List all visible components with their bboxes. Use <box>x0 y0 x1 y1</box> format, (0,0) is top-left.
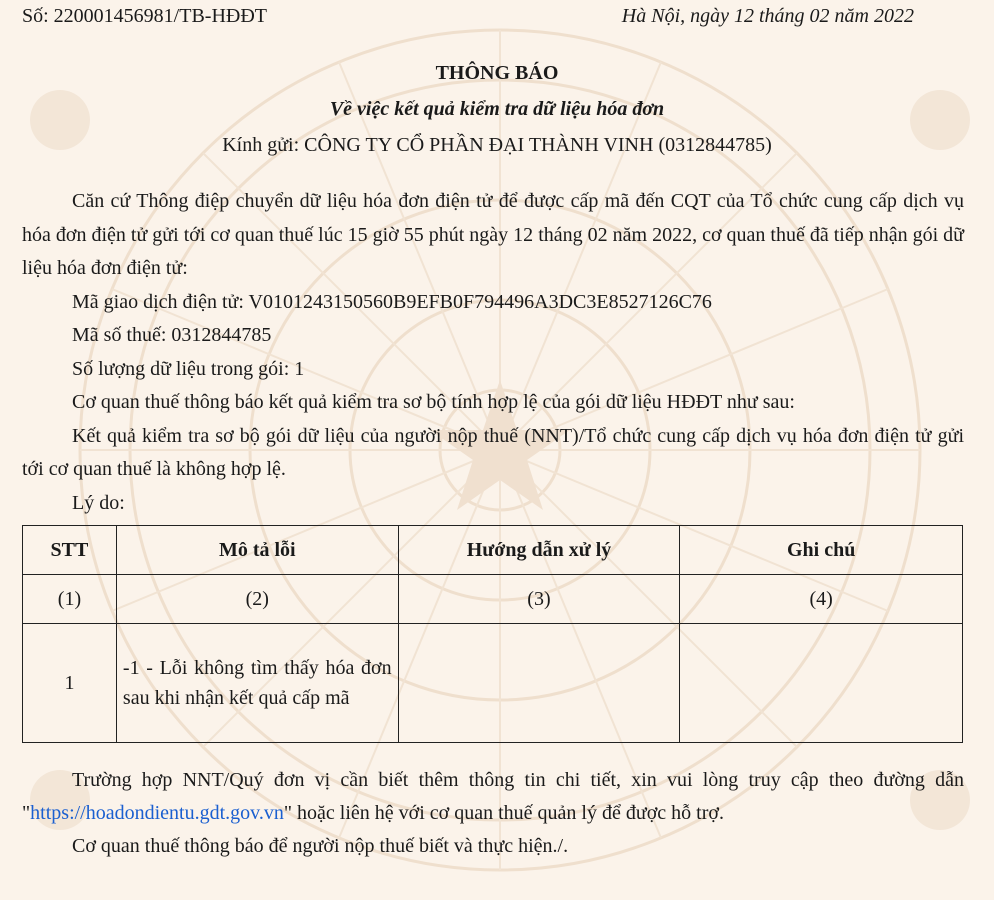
table-row <box>23 624 963 743</box>
contact-text-post: " hoặc liên hệ với cơ quan thuế quản lý để được hỗ trợ. <box>283 802 724 824</box>
table-header-row <box>23 526 963 575</box>
row-description: -1 - Lỗi không tìm thấy hóa đơn sau khi nhận kết quả cấp mã <box>116 624 398 743</box>
row-stt: 1 <box>23 624 117 743</box>
contact-text-pre: Trường hợp NNT/Quý đơn vị cần biết thêm thông tin chi tiết, xin vui lòng truy cập theo đường dẫn " <box>22 769 964 824</box>
data-count: Số lượng dữ liệu trong gói: 1 <box>72 357 305 380</box>
reason-label: Lý do: <box>72 491 125 514</box>
contact-paragraph <box>22 764 964 830</box>
column-number-row <box>23 575 963 624</box>
tax-code: Mã số thuế: 0312844785 <box>72 324 272 346</box>
header-note: Ghi chú <box>680 526 963 575</box>
header-stt: STT <box>23 526 117 575</box>
document-number: Số: 220001456981/TB-HĐĐT <box>22 5 267 27</box>
row-note <box>680 624 963 743</box>
notice-body <box>22 185 964 520</box>
recipient: Kính gửi: CÔNG TY CỔ PHẦN ĐẠI THÀNH VINH (0312844785) <box>222 134 772 156</box>
col-number-2: (2) <box>116 575 398 624</box>
document-subtitle: Về việc kết quả kiểm tra dữ liệu hóa đơn <box>329 98 665 120</box>
col-number-3: (3) <box>398 575 680 624</box>
transaction-code: Mã giao dịch điện tử: V0101243150560B9EFB0F794496A3DC3E8527126C76 <box>72 290 712 313</box>
intro-paragraph: Căn cứ Thông điệp chuyển dữ liệu hóa đơn điện tử để được cấp mã đến CQT của Tổ chức cung cấp dịch vụ hóa đơn điện tử gửi tới cơ quan thuế lúc 15 giờ 55 phút ngày 12 tháng 02 năm 2022, cơ quan thuế đã tiếp nhận gói dữ liệu hóa đơn điện tử: <box>22 190 964 279</box>
header-description: Mô tả lỗi <box>116 526 398 575</box>
result-paragraph: Kết quả kiểm tra sơ bộ gói dữ liệu của người nộp thuế (NNT)/Tổ chức cung cấp dịch vụ hóa đơn điện tử gửi tới cơ quan thuế là không hợp lệ. <box>22 424 964 480</box>
error-table <box>22 525 963 743</box>
row-guidance <box>398 624 680 743</box>
col-number-1: (1) <box>23 575 117 624</box>
notice-paragraph: Cơ quan thuế thông báo kết quả kiểm tra sơ bộ tính hợp lệ của gói dữ liệu HĐĐT như sau: <box>72 391 795 413</box>
col-number-4: (4) <box>680 575 963 624</box>
closing-paragraph: Cơ quan thuế thông báo để người nộp thuế biết và thực hiện./. <box>72 835 569 857</box>
portal-link[interactable]: https://hoadondientu.gdt.gov.vn <box>30 802 284 824</box>
footer <box>22 764 964 863</box>
document-title: THÔNG BÁO <box>435 62 559 84</box>
header-guidance: Hướng dẫn xử lý <box>398 526 680 575</box>
place-date: Hà Nội, ngày 12 tháng 02 năm 2022 <box>621 5 914 27</box>
